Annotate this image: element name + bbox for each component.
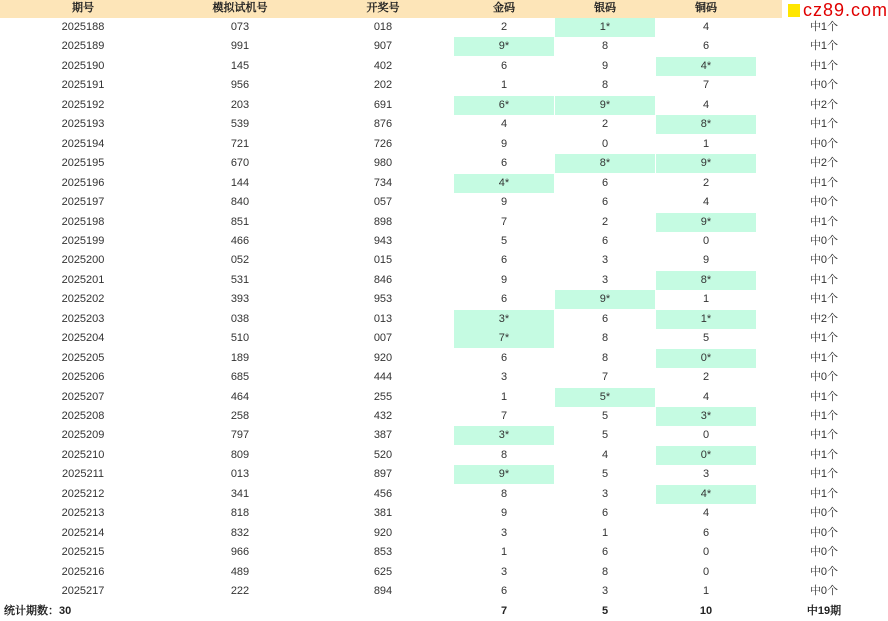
cell-result: 中1个 <box>809 40 839 52</box>
cell-jin: 1 <box>500 79 508 91</box>
cell-yin: 3 <box>601 254 609 266</box>
cell-qihao: 2025209 <box>61 429 105 441</box>
cell-tong: 0 <box>702 566 710 578</box>
footer-jin-total: 7 <box>500 605 508 617</box>
cell-qihao: 2025202 <box>61 293 105 305</box>
cell-moni: 052 <box>230 254 250 266</box>
cell-jin: 3* <box>454 426 554 445</box>
cell-kaijiang: 625 <box>373 566 393 578</box>
cell-jin: 6 <box>500 157 508 169</box>
cell-result: 中1个 <box>809 216 839 228</box>
cell-tong: 8* <box>656 115 756 134</box>
cell-moni: 966 <box>230 546 250 558</box>
cell-result: 中1个 <box>809 410 839 422</box>
cell-qihao: 2025215 <box>61 546 105 558</box>
cell-moni: 189 <box>230 352 250 364</box>
cell-qihao: 2025190 <box>61 60 105 72</box>
cell-yin: 8 <box>601 566 609 578</box>
cell-yin: 6 <box>601 235 609 247</box>
cell-result: 中1个 <box>809 21 839 33</box>
logo-text: cz89.com <box>802 0 888 20</box>
cell-jin: 7 <box>500 216 508 228</box>
cell-qihao: 2025198 <box>61 216 105 228</box>
cell-yin: 6 <box>601 546 609 558</box>
cell-qihao: 2025196 <box>61 177 105 189</box>
cell-moni: 797 <box>230 429 250 441</box>
cell-result: 中0个 <box>809 254 839 266</box>
cell-qihao: 2025217 <box>61 585 105 597</box>
cell-tong: 9* <box>656 154 756 173</box>
footer-result-total: 中19期 <box>806 605 842 617</box>
cell-jin: 1 <box>500 391 508 403</box>
cell-yin: 5 <box>601 429 609 441</box>
cell-kaijiang: 734 <box>373 177 393 189</box>
cell-jin: 6 <box>500 585 508 597</box>
cell-moni: 721 <box>230 138 250 150</box>
cell-moni: 956 <box>230 79 250 91</box>
cell-moni: 809 <box>230 449 250 461</box>
cell-moni: 073 <box>230 21 250 33</box>
cell-qihao: 2025201 <box>61 274 105 286</box>
cell-jin: 9* <box>454 465 554 484</box>
cell-kaijiang: 018 <box>373 21 393 33</box>
cell-result: 中1个 <box>809 468 839 480</box>
cell-jin: 3 <box>500 566 508 578</box>
cell-yin: 8* <box>555 154 655 173</box>
cell-jin: 8 <box>500 488 508 500</box>
cell-tong: 4 <box>702 21 710 33</box>
cell-qihao: 2025203 <box>61 313 105 325</box>
cell-kaijiang: 202 <box>373 79 393 91</box>
cell-qihao: 2025200 <box>61 254 105 266</box>
cell-kaijiang: 432 <box>373 410 393 422</box>
cell-qihao: 2025207 <box>61 391 105 403</box>
footer-label: 统计期数：30 <box>4 605 72 617</box>
cell-kaijiang: 013 <box>373 313 393 325</box>
cell-moni: 341 <box>230 488 250 500</box>
cell-tong: 1 <box>702 138 710 150</box>
cell-qihao: 2025216 <box>61 566 105 578</box>
cell-yin: 8 <box>601 40 609 52</box>
cell-yin: 8 <box>601 352 609 364</box>
cell-kaijiang: 007 <box>373 332 393 344</box>
cell-yin: 3 <box>601 585 609 597</box>
cell-moni: 466 <box>230 235 250 247</box>
cell-kaijiang: 846 <box>373 274 393 286</box>
cell-result: 中0个 <box>809 585 839 597</box>
cell-result: 中1个 <box>809 391 839 403</box>
cell-result: 中0个 <box>809 371 839 383</box>
header-kaijiang: 开奖号 <box>366 2 400 14</box>
cell-jin: 9* <box>454 37 554 56</box>
cell-result: 中0个 <box>809 235 839 247</box>
cell-jin: 3 <box>500 371 508 383</box>
cell-yin: 7 <box>601 371 609 383</box>
cell-moni: 531 <box>230 274 250 286</box>
cell-qihao: 2025211 <box>61 468 104 480</box>
cell-qihao: 2025191 <box>61 79 105 91</box>
cell-moni: 222 <box>230 585 250 597</box>
cell-jin: 7 <box>500 410 508 422</box>
cell-yin: 5* <box>555 388 655 407</box>
cell-result: 中0个 <box>809 79 839 91</box>
header-jin: 金码 <box>493 2 515 14</box>
cell-yin: 6 <box>601 196 609 208</box>
cell-kaijiang: 898 <box>373 216 393 228</box>
cell-qihao: 2025208 <box>61 410 105 422</box>
cell-moni: 203 <box>230 99 250 111</box>
cell-jin: 9 <box>500 138 508 150</box>
cell-moni: 685 <box>230 371 250 383</box>
cell-result: 中1个 <box>809 293 839 305</box>
site-logo[interactable] <box>782 0 888 20</box>
cell-jin: 3* <box>454 310 554 329</box>
cell-tong: 3 <box>702 468 710 480</box>
cell-tong: 1 <box>702 585 710 597</box>
cell-moni: 510 <box>230 332 250 344</box>
cell-kaijiang: 894 <box>373 585 393 597</box>
cell-qihao: 2025189 <box>61 40 105 52</box>
cell-jin: 7* <box>454 329 554 348</box>
cell-qihao: 2025193 <box>61 118 105 130</box>
cell-tong: 8* <box>656 271 756 290</box>
cell-tong: 9 <box>702 254 710 266</box>
cell-yin: 3 <box>601 274 609 286</box>
cell-yin: 2 <box>601 216 609 228</box>
header-moni: 模拟试机号 <box>212 2 268 14</box>
header-tong: 铜码 <box>695 2 717 14</box>
cell-qihao: 2025213 <box>61 507 105 519</box>
cell-result: 中0个 <box>809 138 839 150</box>
cell-yin: 5 <box>601 410 609 422</box>
cell-yin: 8 <box>601 79 609 91</box>
cell-tong: 2 <box>702 177 710 189</box>
cell-tong: 4* <box>656 57 756 76</box>
cell-kaijiang: 907 <box>373 40 393 52</box>
cell-tong: 3* <box>656 407 756 426</box>
cell-jin: 6 <box>500 254 508 266</box>
cell-jin: 2 <box>500 21 508 33</box>
cell-yin: 5 <box>601 468 609 480</box>
cell-moni: 013 <box>230 468 250 480</box>
cell-tong: 0 <box>702 429 710 441</box>
cell-tong: 9* <box>656 213 756 232</box>
cell-qihao: 2025197 <box>61 196 105 208</box>
cell-kaijiang: 920 <box>373 352 393 364</box>
cell-kaijiang: 402 <box>373 60 393 72</box>
table-header <box>0 0 888 18</box>
cell-tong: 0* <box>656 349 756 368</box>
cell-kaijiang: 387 <box>373 429 393 441</box>
cell-qihao: 2025199 <box>61 235 105 247</box>
cell-jin: 6 <box>500 60 508 72</box>
cell-tong: 4* <box>656 485 756 504</box>
cell-result: 中1个 <box>809 429 839 441</box>
cell-yin: 3 <box>601 488 609 500</box>
cell-tong: 1 <box>702 293 710 305</box>
cell-yin: 1 <box>601 527 609 539</box>
cell-tong: 1* <box>656 310 756 329</box>
cell-qihao: 2025204 <box>61 332 105 344</box>
cell-tong: 4 <box>702 391 710 403</box>
cell-jin: 9 <box>500 196 508 208</box>
cell-kaijiang: 456 <box>373 488 393 500</box>
cell-kaijiang: 691 <box>373 99 393 111</box>
cell-kaijiang: 381 <box>373 507 393 519</box>
cell-jin: 8 <box>500 449 508 461</box>
cell-yin: 9* <box>555 96 655 115</box>
footer-yin-total: 5 <box>601 605 609 617</box>
cell-kaijiang: 980 <box>373 157 393 169</box>
cell-result: 中0个 <box>809 527 839 539</box>
cell-moni: 818 <box>230 507 250 519</box>
cell-moni: 258 <box>230 410 250 422</box>
cell-jin: 6* <box>454 96 554 115</box>
cell-kaijiang: 853 <box>373 546 393 558</box>
cell-yin: 0 <box>601 138 609 150</box>
cell-kaijiang: 953 <box>373 293 393 305</box>
cell-moni: 144 <box>230 177 250 189</box>
cell-qihao: 2025206 <box>61 371 105 383</box>
cell-moni: 840 <box>230 196 250 208</box>
cell-qihao: 2025210 <box>61 449 105 461</box>
cell-jin: 3 <box>500 527 508 539</box>
cell-qihao: 2025188 <box>61 21 105 33</box>
cell-tong: 0 <box>702 546 710 558</box>
cell-jin: 6 <box>500 352 508 364</box>
cell-kaijiang: 943 <box>373 235 393 247</box>
cell-tong: 5 <box>702 332 710 344</box>
logo-square-icon <box>788 4 800 17</box>
cell-kaijiang: 520 <box>373 449 393 461</box>
cell-tong: 0 <box>702 235 710 247</box>
cell-qihao: 2025192 <box>61 99 105 111</box>
cell-kaijiang: 897 <box>373 468 393 480</box>
cell-yin: 1* <box>555 18 655 37</box>
cell-result: 中0个 <box>809 566 839 578</box>
cell-tong: 4 <box>702 99 710 111</box>
cell-jin: 4* <box>454 174 554 193</box>
cell-tong: 0* <box>656 446 756 465</box>
cell-kaijiang: 920 <box>373 527 393 539</box>
cell-jin: 1 <box>500 546 508 558</box>
cell-yin: 6 <box>601 507 609 519</box>
cell-result: 中0个 <box>809 196 839 208</box>
footer-tong-total: 10 <box>699 605 713 617</box>
cell-jin: 6 <box>500 293 508 305</box>
cell-moni: 038 <box>230 313 250 325</box>
cell-tong: 6 <box>702 527 710 539</box>
cell-result: 中0个 <box>809 507 839 519</box>
cell-yin: 9* <box>555 290 655 309</box>
cell-kaijiang: 057 <box>373 196 393 208</box>
cell-result: 中1个 <box>809 60 839 72</box>
cell-result: 中2个 <box>809 313 839 325</box>
cell-jin: 5 <box>500 235 508 247</box>
cell-yin: 8 <box>601 332 609 344</box>
cell-kaijiang: 015 <box>373 254 393 266</box>
cell-moni: 670 <box>230 157 250 169</box>
cell-kaijiang: 444 <box>373 371 393 383</box>
cell-tong: 7 <box>702 79 710 91</box>
cell-qihao: 2025205 <box>61 352 105 364</box>
cell-result: 中1个 <box>809 274 839 286</box>
cell-moni: 832 <box>230 527 250 539</box>
cell-moni: 393 <box>230 293 250 305</box>
cell-moni: 145 <box>230 60 250 72</box>
cell-qihao: 2025214 <box>61 527 105 539</box>
cell-yin: 4 <box>601 449 609 461</box>
cell-moni: 489 <box>230 566 250 578</box>
cell-result: 中0个 <box>809 546 839 558</box>
cell-result: 中1个 <box>809 488 839 500</box>
cell-yin: 6 <box>601 177 609 189</box>
cell-result: 中1个 <box>809 177 839 189</box>
cell-qihao: 2025212 <box>61 488 105 500</box>
cell-kaijiang: 255 <box>373 391 393 403</box>
cell-yin: 2 <box>601 118 609 130</box>
cell-tong: 2 <box>702 371 710 383</box>
cell-result: 中1个 <box>809 449 839 461</box>
cell-qihao: 2025195 <box>61 157 105 169</box>
cell-moni: 539 <box>230 118 250 130</box>
cell-moni: 464 <box>230 391 250 403</box>
cell-result: 中1个 <box>809 332 839 344</box>
cell-jin: 9 <box>500 274 508 286</box>
cell-kaijiang: 726 <box>373 138 393 150</box>
cell-yin: 6 <box>601 313 609 325</box>
cell-qihao: 2025194 <box>61 138 105 150</box>
cell-tong: 4 <box>702 507 710 519</box>
cell-yin: 9 <box>601 60 609 72</box>
cell-tong: 6 <box>702 40 710 52</box>
cell-kaijiang: 876 <box>373 118 393 130</box>
header-qihao: 期号 <box>72 2 94 14</box>
cell-result: 中1个 <box>809 352 839 364</box>
cell-moni: 851 <box>230 216 250 228</box>
cell-result: 中2个 <box>809 157 839 169</box>
cell-result: 中2个 <box>809 99 839 111</box>
cell-tong: 4 <box>702 196 710 208</box>
cell-moni: 991 <box>230 40 250 52</box>
cell-jin: 4 <box>500 118 508 130</box>
header-yin: 银码 <box>594 2 616 14</box>
cell-jin: 9 <box>500 507 508 519</box>
cell-result: 中1个 <box>809 118 839 130</box>
